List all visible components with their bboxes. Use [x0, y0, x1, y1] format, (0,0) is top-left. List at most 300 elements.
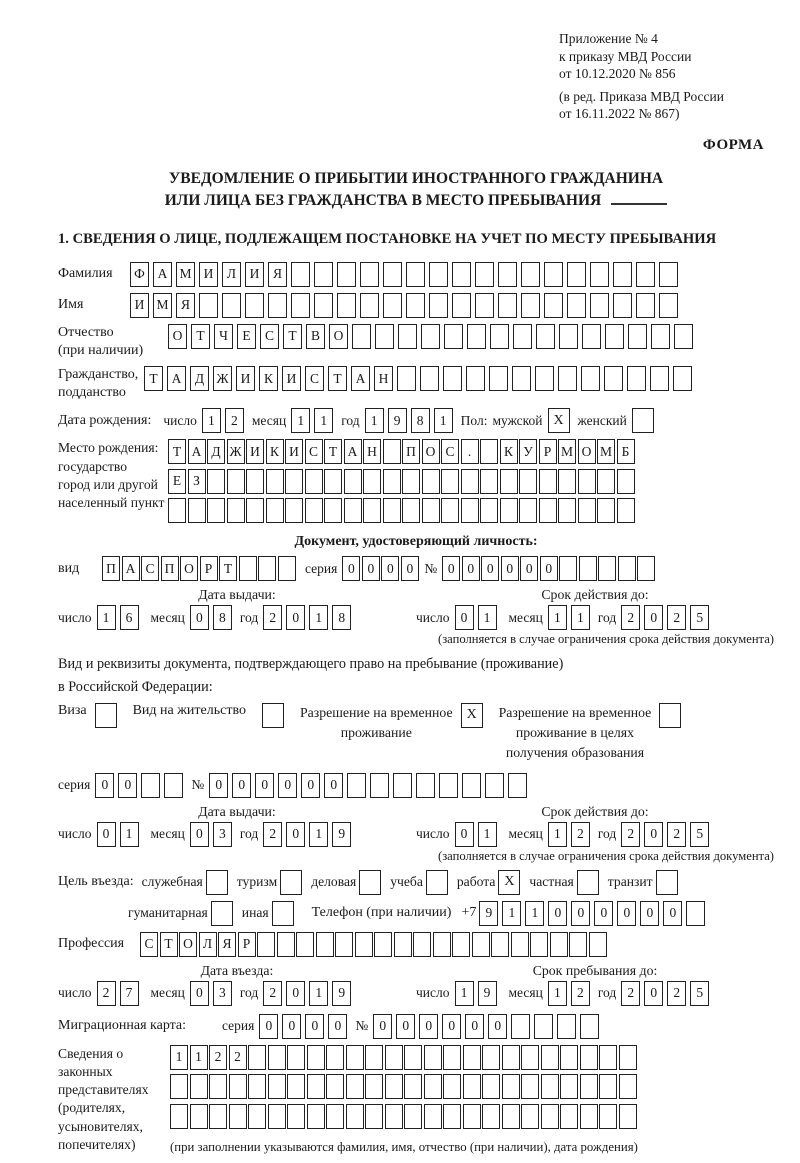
- char-cell[interactable]: [285, 469, 303, 494]
- char-cell[interactable]: [599, 1045, 617, 1070]
- char-cell[interactable]: [558, 498, 576, 523]
- char-cell[interactable]: 9: [332, 981, 351, 1006]
- char-cell[interactable]: [385, 1074, 403, 1099]
- char-cell[interactable]: 0: [305, 1014, 324, 1039]
- char-cell[interactable]: С: [305, 439, 323, 464]
- char-cell[interactable]: Я: [218, 932, 236, 957]
- char-cell[interactable]: [287, 1104, 305, 1129]
- char-cell[interactable]: 0: [488, 1014, 507, 1039]
- char-cell[interactable]: [512, 366, 531, 391]
- char-cell[interactable]: И: [199, 262, 218, 287]
- char-cell[interactable]: 1: [502, 901, 521, 926]
- char-cell[interactable]: 0: [301, 773, 320, 798]
- char-cell[interactable]: [559, 324, 578, 349]
- char-cell[interactable]: [296, 932, 314, 957]
- char-cell[interactable]: [604, 366, 623, 391]
- char-cell[interactable]: 0: [282, 1014, 301, 1039]
- purpose-work-checkbox[interactable]: X: [498, 870, 520, 895]
- char-cell[interactable]: И: [245, 262, 264, 287]
- char-cell[interactable]: [498, 262, 517, 287]
- char-cell[interactable]: [374, 932, 392, 957]
- char-cell[interactable]: [443, 1104, 461, 1129]
- char-cell[interactable]: 1: [571, 605, 590, 630]
- char-cell[interactable]: О: [578, 439, 596, 464]
- char-cell[interactable]: Я: [268, 262, 287, 287]
- char-cell[interactable]: [307, 1074, 325, 1099]
- char-cell[interactable]: [266, 498, 284, 523]
- char-cell[interactable]: Н: [363, 439, 381, 464]
- char-cell[interactable]: [613, 293, 632, 318]
- char-cell[interactable]: [406, 293, 425, 318]
- char-cell[interactable]: 1: [478, 605, 497, 630]
- char-cell[interactable]: [326, 1104, 344, 1129]
- char-cell[interactable]: [404, 1104, 422, 1129]
- char-cell[interactable]: 1: [548, 822, 567, 847]
- char-cell[interactable]: [385, 1104, 403, 1129]
- char-cell[interactable]: И: [130, 293, 149, 318]
- char-cell[interactable]: [277, 932, 295, 957]
- char-cell[interactable]: [355, 932, 373, 957]
- char-cell[interactable]: 0: [396, 1014, 415, 1039]
- char-cell[interactable]: [686, 901, 705, 926]
- char-cell[interactable]: 3: [213, 822, 232, 847]
- char-cell[interactable]: [617, 498, 635, 523]
- char-cell[interactable]: [539, 469, 557, 494]
- char-cell[interactable]: И: [285, 439, 303, 464]
- char-cell[interactable]: 2: [621, 822, 640, 847]
- char-cell[interactable]: [424, 1045, 442, 1070]
- char-cell[interactable]: 0: [95, 773, 114, 798]
- char-cell[interactable]: Л: [199, 932, 217, 957]
- char-cell[interactable]: 0: [419, 1014, 438, 1039]
- char-cell[interactable]: [352, 324, 371, 349]
- char-cell[interactable]: [239, 556, 257, 581]
- char-cell[interactable]: 8: [213, 605, 232, 630]
- char-cell[interactable]: 0: [465, 1014, 484, 1039]
- char-cell[interactable]: [485, 773, 504, 798]
- char-cell[interactable]: К: [259, 366, 278, 391]
- char-cell[interactable]: [360, 293, 379, 318]
- char-cell[interactable]: 1: [455, 981, 474, 1006]
- char-cell[interactable]: [363, 498, 381, 523]
- char-cell[interactable]: [462, 773, 481, 798]
- char-cell[interactable]: [590, 262, 609, 287]
- char-cell[interactable]: [402, 469, 420, 494]
- char-cell[interactable]: 2: [225, 408, 244, 433]
- char-cell[interactable]: [346, 1074, 364, 1099]
- char-cell[interactable]: [326, 1074, 344, 1099]
- char-cell[interactable]: 7: [120, 981, 139, 1006]
- char-cell[interactable]: Т: [191, 324, 210, 349]
- char-cell[interactable]: [188, 498, 206, 523]
- char-cell[interactable]: 8: [411, 408, 430, 433]
- char-cell[interactable]: 0: [381, 556, 399, 581]
- char-cell[interactable]: 0: [190, 981, 209, 1006]
- char-cell[interactable]: 0: [190, 605, 209, 630]
- char-cell[interactable]: [316, 932, 334, 957]
- char-cell[interactable]: [580, 1045, 598, 1070]
- char-cell[interactable]: [258, 556, 276, 581]
- char-cell[interactable]: [337, 293, 356, 318]
- char-cell[interactable]: [337, 262, 356, 287]
- char-cell[interactable]: [429, 293, 448, 318]
- char-cell[interactable]: [467, 324, 486, 349]
- char-cell[interactable]: 0: [571, 901, 590, 926]
- char-cell[interactable]: 5: [690, 822, 709, 847]
- char-cell[interactable]: 1: [365, 408, 384, 433]
- char-cell[interactable]: [141, 773, 160, 798]
- char-cell[interactable]: [422, 498, 440, 523]
- char-cell[interactable]: [482, 1104, 500, 1129]
- char-cell[interactable]: 1: [170, 1045, 188, 1070]
- char-cell[interactable]: 1: [120, 822, 139, 847]
- char-cell[interactable]: 0: [209, 773, 228, 798]
- char-cell[interactable]: [190, 1074, 208, 1099]
- char-cell[interactable]: [229, 1104, 247, 1129]
- char-cell[interactable]: 1: [97, 605, 116, 630]
- char-cell[interactable]: [452, 293, 471, 318]
- char-cell[interactable]: [673, 366, 692, 391]
- purpose-other-checkbox[interactable]: [272, 901, 294, 926]
- char-cell[interactable]: К: [500, 439, 518, 464]
- char-cell[interactable]: [674, 324, 693, 349]
- char-cell[interactable]: Е: [237, 324, 256, 349]
- char-cell[interactable]: Т: [324, 439, 342, 464]
- char-cell[interactable]: 0: [286, 981, 305, 1006]
- char-cell[interactable]: [227, 469, 245, 494]
- char-cell[interactable]: Р: [238, 932, 256, 957]
- char-cell[interactable]: П: [102, 556, 120, 581]
- char-cell[interactable]: [420, 366, 439, 391]
- char-cell[interactable]: [472, 932, 490, 957]
- char-cell[interactable]: 0: [324, 773, 343, 798]
- char-cell[interactable]: [502, 1104, 520, 1129]
- char-cell[interactable]: [422, 469, 440, 494]
- char-cell[interactable]: [651, 324, 670, 349]
- char-cell[interactable]: 0: [455, 822, 474, 847]
- char-cell[interactable]: 0: [644, 605, 663, 630]
- char-cell[interactable]: 9: [478, 981, 497, 1006]
- char-cell[interactable]: 0: [232, 773, 251, 798]
- char-cell[interactable]: Т: [160, 932, 178, 957]
- char-cell[interactable]: [268, 293, 287, 318]
- char-cell[interactable]: 0: [255, 773, 274, 798]
- char-cell[interactable]: [433, 932, 451, 957]
- char-cell[interactable]: [365, 1104, 383, 1129]
- char-cell[interactable]: [268, 1104, 286, 1129]
- char-cell[interactable]: [560, 1045, 578, 1070]
- char-cell[interactable]: [541, 1045, 559, 1070]
- char-cell[interactable]: 0: [259, 1014, 278, 1039]
- char-cell[interactable]: [513, 324, 532, 349]
- char-cell[interactable]: А: [344, 439, 362, 464]
- char-cell[interactable]: [511, 1014, 530, 1039]
- char-cell[interactable]: [257, 932, 275, 957]
- char-cell[interactable]: [404, 1074, 422, 1099]
- char-cell[interactable]: П: [161, 556, 179, 581]
- char-cell[interactable]: И: [246, 439, 264, 464]
- char-cell[interactable]: [580, 1074, 598, 1099]
- temp-residence-checkbox[interactable]: X: [461, 703, 483, 728]
- char-cell[interactable]: 0: [118, 773, 137, 798]
- char-cell[interactable]: 0: [663, 901, 682, 926]
- char-cell[interactable]: [508, 773, 527, 798]
- char-cell[interactable]: [559, 556, 577, 581]
- char-cell[interactable]: [627, 366, 646, 391]
- char-cell[interactable]: Б: [617, 439, 635, 464]
- char-cell[interactable]: [441, 498, 459, 523]
- char-cell[interactable]: [482, 1074, 500, 1099]
- char-cell[interactable]: 0: [190, 822, 209, 847]
- char-cell[interactable]: 1: [548, 981, 567, 1006]
- char-cell[interactable]: [536, 324, 555, 349]
- char-cell[interactable]: 0: [462, 556, 480, 581]
- char-cell[interactable]: [567, 293, 586, 318]
- char-cell[interactable]: Е: [168, 469, 186, 494]
- char-cell[interactable]: [285, 498, 303, 523]
- char-cell[interactable]: 8: [332, 605, 351, 630]
- char-cell[interactable]: 0: [520, 556, 538, 581]
- char-cell[interactable]: [190, 1104, 208, 1129]
- char-cell[interactable]: [659, 262, 678, 287]
- title-blank-underline[interactable]: [611, 203, 667, 205]
- char-cell[interactable]: 0: [278, 773, 297, 798]
- char-cell[interactable]: [227, 498, 245, 523]
- char-cell[interactable]: 0: [373, 1014, 392, 1039]
- char-cell[interactable]: [597, 498, 615, 523]
- char-cell[interactable]: [324, 469, 342, 494]
- char-cell[interactable]: [619, 1104, 637, 1129]
- char-cell[interactable]: [421, 324, 440, 349]
- char-cell[interactable]: 0: [540, 556, 558, 581]
- char-cell[interactable]: [209, 1074, 227, 1099]
- char-cell[interactable]: 0: [401, 556, 419, 581]
- char-cell[interactable]: [521, 1104, 539, 1129]
- char-cell[interactable]: Д: [190, 366, 209, 391]
- char-cell[interactable]: [324, 498, 342, 523]
- char-cell[interactable]: [475, 293, 494, 318]
- char-cell[interactable]: 0: [617, 901, 636, 926]
- char-cell[interactable]: 0: [442, 1014, 461, 1039]
- char-cell[interactable]: [314, 293, 333, 318]
- char-cell[interactable]: [502, 1045, 520, 1070]
- char-cell[interactable]: [424, 1104, 442, 1129]
- char-cell[interactable]: О: [179, 932, 197, 957]
- char-cell[interactable]: [291, 293, 310, 318]
- char-cell[interactable]: Д: [207, 439, 225, 464]
- char-cell[interactable]: 0: [640, 901, 659, 926]
- char-cell[interactable]: Т: [168, 439, 186, 464]
- char-cell[interactable]: [490, 324, 509, 349]
- char-cell[interactable]: Л: [222, 262, 241, 287]
- char-cell[interactable]: С: [260, 324, 279, 349]
- char-cell[interactable]: А: [122, 556, 140, 581]
- char-cell[interactable]: 2: [667, 822, 686, 847]
- char-cell[interactable]: [659, 293, 678, 318]
- char-cell[interactable]: 9: [388, 408, 407, 433]
- char-cell[interactable]: [636, 293, 655, 318]
- char-cell[interactable]: [248, 1104, 266, 1129]
- char-cell[interactable]: [578, 469, 596, 494]
- char-cell[interactable]: [569, 932, 587, 957]
- char-cell[interactable]: [463, 1104, 481, 1129]
- char-cell[interactable]: 1: [525, 901, 544, 926]
- char-cell[interactable]: 1: [309, 981, 328, 1006]
- char-cell[interactable]: [581, 366, 600, 391]
- char-cell[interactable]: 5: [690, 605, 709, 630]
- char-cell[interactable]: [482, 1045, 500, 1070]
- char-cell[interactable]: О: [422, 439, 440, 464]
- char-cell[interactable]: А: [153, 262, 172, 287]
- char-cell[interactable]: [636, 262, 655, 287]
- purpose-private-checkbox[interactable]: [577, 870, 599, 895]
- char-cell[interactable]: [535, 366, 554, 391]
- char-cell[interactable]: [370, 773, 389, 798]
- char-cell[interactable]: [268, 1045, 286, 1070]
- char-cell[interactable]: 1: [309, 605, 328, 630]
- char-cell[interactable]: [170, 1104, 188, 1129]
- char-cell[interactable]: [335, 932, 353, 957]
- char-cell[interactable]: [383, 498, 401, 523]
- char-cell[interactable]: 9: [479, 901, 498, 926]
- char-cell[interactable]: [560, 1074, 578, 1099]
- char-cell[interactable]: [248, 1074, 266, 1099]
- char-cell[interactable]: [498, 293, 517, 318]
- char-cell[interactable]: [393, 773, 412, 798]
- char-cell[interactable]: С: [441, 439, 459, 464]
- char-cell[interactable]: [402, 498, 420, 523]
- char-cell[interactable]: [383, 262, 402, 287]
- char-cell[interactable]: [287, 1045, 305, 1070]
- char-cell[interactable]: 0: [644, 822, 663, 847]
- char-cell[interactable]: [429, 262, 448, 287]
- char-cell[interactable]: 5: [690, 981, 709, 1006]
- char-cell[interactable]: [519, 469, 537, 494]
- char-cell[interactable]: [544, 293, 563, 318]
- char-cell[interactable]: [291, 262, 310, 287]
- char-cell[interactable]: 3: [213, 981, 232, 1006]
- char-cell[interactable]: [365, 1045, 383, 1070]
- char-cell[interactable]: Я: [176, 293, 195, 318]
- char-cell[interactable]: 2: [571, 981, 590, 1006]
- char-cell[interactable]: [590, 293, 609, 318]
- char-cell[interactable]: [287, 1074, 305, 1099]
- char-cell[interactable]: У: [519, 439, 537, 464]
- char-cell[interactable]: 1: [190, 1045, 208, 1070]
- char-cell[interactable]: А: [188, 439, 206, 464]
- char-cell[interactable]: 1: [309, 822, 328, 847]
- char-cell[interactable]: [439, 773, 458, 798]
- char-cell[interactable]: П: [402, 439, 420, 464]
- char-cell[interactable]: [466, 366, 485, 391]
- char-cell[interactable]: [589, 932, 607, 957]
- char-cell[interactable]: С: [141, 556, 159, 581]
- char-cell[interactable]: [618, 556, 636, 581]
- char-cell[interactable]: 2: [263, 605, 282, 630]
- char-cell[interactable]: [550, 932, 568, 957]
- char-cell[interactable]: 1: [548, 605, 567, 630]
- purpose-transit-checkbox[interactable]: [656, 870, 678, 895]
- char-cell[interactable]: [383, 469, 401, 494]
- char-cell[interactable]: [463, 1074, 481, 1099]
- char-cell[interactable]: 0: [548, 901, 567, 926]
- char-cell[interactable]: [307, 1045, 325, 1070]
- char-cell[interactable]: [500, 498, 518, 523]
- char-cell[interactable]: [248, 1045, 266, 1070]
- sex-male-checkbox[interactable]: X: [548, 408, 570, 433]
- char-cell[interactable]: [344, 498, 362, 523]
- char-cell[interactable]: [452, 262, 471, 287]
- char-cell[interactable]: И: [282, 366, 301, 391]
- char-cell[interactable]: [278, 556, 296, 581]
- char-cell[interactable]: 1: [478, 822, 497, 847]
- char-cell[interactable]: [246, 498, 264, 523]
- char-cell[interactable]: [314, 262, 333, 287]
- char-cell[interactable]: 2: [209, 1045, 227, 1070]
- purpose-tourism-checkbox[interactable]: [280, 870, 302, 895]
- char-cell[interactable]: [480, 469, 498, 494]
- char-cell[interactable]: [394, 932, 412, 957]
- purpose-humanitarian-checkbox[interactable]: [211, 901, 233, 926]
- char-cell[interactable]: [443, 366, 462, 391]
- char-cell[interactable]: [452, 932, 470, 957]
- char-cell[interactable]: А: [167, 366, 186, 391]
- char-cell[interactable]: 0: [442, 556, 460, 581]
- char-cell[interactable]: [541, 1074, 559, 1099]
- char-cell[interactable]: [461, 498, 479, 523]
- char-cell[interactable]: [413, 932, 431, 957]
- char-cell[interactable]: 0: [594, 901, 613, 926]
- char-cell[interactable]: Т: [328, 366, 347, 391]
- char-cell[interactable]: [416, 773, 435, 798]
- char-cell[interactable]: Ф: [130, 262, 149, 287]
- char-cell[interactable]: [544, 262, 563, 287]
- char-cell[interactable]: [558, 469, 576, 494]
- char-cell[interactable]: 9: [332, 822, 351, 847]
- char-cell[interactable]: [305, 498, 323, 523]
- temp-residence-edu-checkbox[interactable]: [659, 703, 681, 728]
- char-cell[interactable]: [598, 556, 616, 581]
- char-cell[interactable]: [229, 1074, 247, 1099]
- char-cell[interactable]: М: [597, 439, 615, 464]
- char-cell[interactable]: [534, 1014, 553, 1039]
- char-cell[interactable]: [385, 1045, 403, 1070]
- char-cell[interactable]: 1: [434, 408, 453, 433]
- char-cell[interactable]: [521, 1074, 539, 1099]
- char-cell[interactable]: [521, 262, 540, 287]
- char-cell[interactable]: [599, 1104, 617, 1129]
- char-cell[interactable]: [539, 498, 557, 523]
- char-cell[interactable]: [398, 324, 417, 349]
- char-cell[interactable]: [579, 556, 597, 581]
- char-cell[interactable]: [582, 324, 601, 349]
- char-cell[interactable]: [441, 469, 459, 494]
- char-cell[interactable]: [521, 293, 540, 318]
- char-cell[interactable]: [246, 469, 264, 494]
- char-cell[interactable]: 0: [644, 981, 663, 1006]
- char-cell[interactable]: [541, 1104, 559, 1129]
- char-cell[interactable]: С: [140, 932, 158, 957]
- char-cell[interactable]: 0: [362, 556, 380, 581]
- char-cell[interactable]: 2: [571, 822, 590, 847]
- char-cell[interactable]: К: [266, 439, 284, 464]
- char-cell[interactable]: [637, 556, 655, 581]
- char-cell[interactable]: [207, 498, 225, 523]
- char-cell[interactable]: [305, 469, 323, 494]
- char-cell[interactable]: О: [329, 324, 348, 349]
- char-cell[interactable]: 6: [120, 605, 139, 630]
- char-cell[interactable]: 0: [286, 822, 305, 847]
